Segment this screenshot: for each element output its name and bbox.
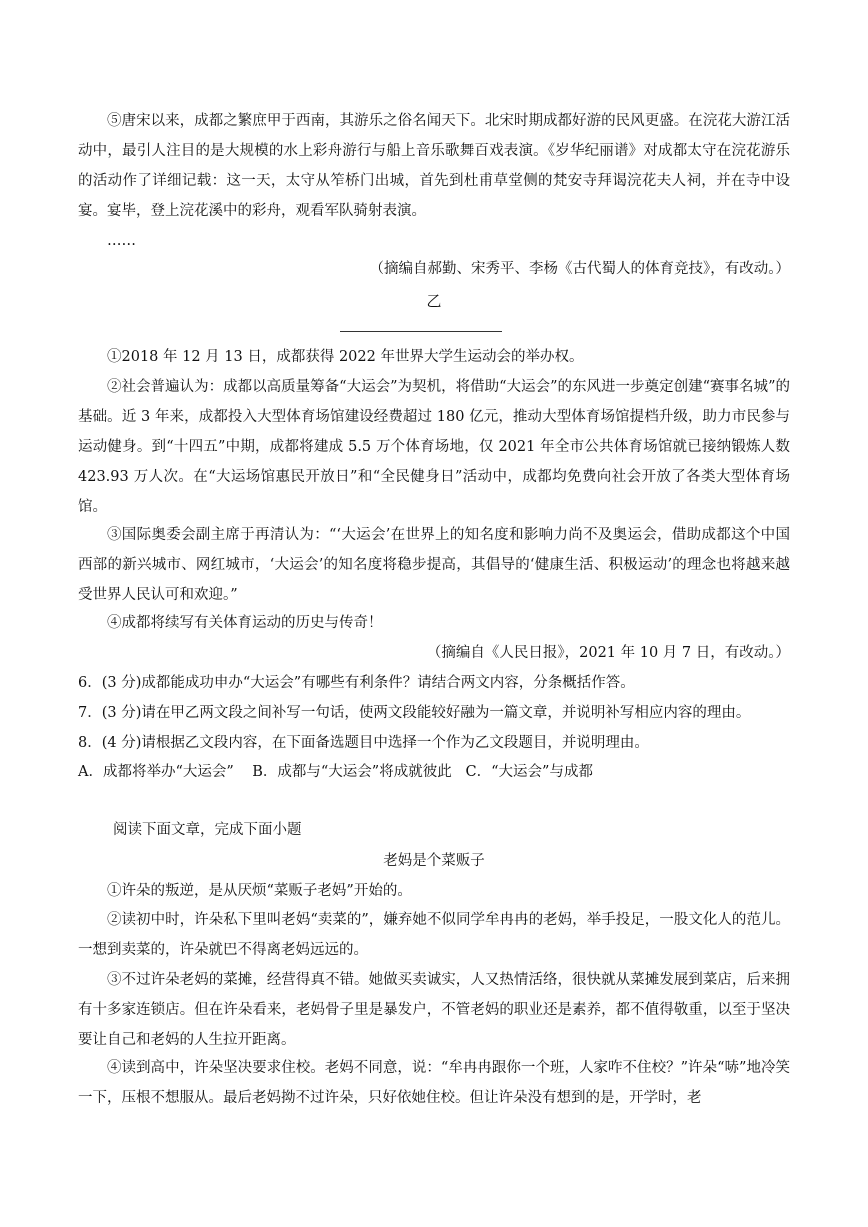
passage-jia-source: （摘编自郝勤、宋秀平、李杨《古代蜀人的体育竞技》，有改动。） — [369, 261, 790, 277]
reading-instruction: 阅读下面文章，完成下面小题 — [113, 822, 302, 838]
passage-yi-paragraph-3: ③国际奥委会副主席于再清认为：“‘大运会’在世界上的知名度和影响力尚不及奥运会，借助成都这个中国西部的新兴城市、网红城市，‘大运会’的知名度将稳步提高，其倡导的‘健康生活、积极运动’的理念也将越来越受世界人民认可和欢迎。” — [78, 527, 790, 603]
question-8-options: A．成都将举办“大运会” B．成都与“大运会”将成就彼此 C．“大运会”与成都 — [78, 764, 593, 780]
article-paragraph-4: ④读到高中，许朵坚决要求住校。老妈不同意，说：“牟冉冉跟你一个班，人家咋不住校？”许朵“哧”地冷笑一下，压根不想服从。最后老妈拗不过许朵，只好依她住校。但让许朵没有想到的是，开学时，老 — [78, 1060, 790, 1106]
question-7: 7．(3 分)请在甲乙两文段之间补写一句话，使两文段能较好融为一篇文章，并说明补写相应内容的理由。 — [78, 705, 751, 721]
article-title: 老妈是个菜贩子 — [383, 853, 485, 869]
article-paragraph-3: ③不过许朵老妈的菜摊，经营得真不错。她做买卖诚实，人又热情活络，很快就从菜摊发展到菜店，后来拥有十多家连锁店。但在许朵看来，老妈骨子里是暴发户，不管老妈的职业还是素养，都不值得敬重，以至于坚决要让自己和老妈的人生拉开距离。 — [78, 972, 790, 1048]
passage-yi-label: 乙 — [426, 292, 442, 310]
passage-jia-paragraph-5: ⑤唐宋以来，成都之繁庶甲于西南，其游乐之俗名闻天下。北宋时期成都好游的民风更盛。在浣花大游江活动中，最引人注目的是大规模的水上彩舟游行与船上音乐歌舞百戏表演。《岁华纪丽谱》对成都太守在浣花游乐的活动作了详细记载：这一天，太守从笮桥门出城，首先到杜甫草堂侧的梵安寺拜谒浣花夫人祠，并在寺中设宴。宴毕，登上浣花溪中的彩舟，观看军队骑射表演。 — [78, 113, 790, 219]
article-paragraph-1: ①许朵的叛逆，是从厌烦“菜贩子老妈”开始的。 — [107, 883, 412, 899]
passage-yi-source: （摘编自《人民日报》，2021 年 10 月 7 日，有改动。） — [426, 645, 790, 661]
question-8: 8．(4 分)请根据乙文段内容，在下面备选题目中选择一个作为乙文段题目，并说明理由。 — [78, 735, 649, 751]
passage-yi-paragraph-2: ②社会普遍认为：成都以高质量筹备“大运会”为契机，将借助“大运会”的东风进一步奠定创建“赛事名城”的基础。近 3 年来，成都投入大型体育场馆建设经费超过 180 亿元，推动大型体育场馆提档升级，助力市民参与运动健身。到“十四五”中期，成都将建成 5.5 万个体育场地，仅 2021 年全市公共体育场馆就已接纳锻炼人数 423.93 万人次。在“大运场馆惠民开放日”和“全民健身日”活动中，成都均免费向社会开放了各类大型体育场馆。 — [78, 379, 790, 515]
question-6: 6．(3 分)成都能成功申办“大运会”有哪些有利条件？请结合两文内容，分条概括作答。 — [78, 675, 635, 691]
passage-jia-ellipsis: …… — [107, 233, 136, 249]
title-blank-line — [340, 331, 502, 332]
passage-yi-paragraph-4: ④成都将续写有关体育运动的历史与传奇！ — [107, 615, 383, 631]
passage-yi-paragraph-1: ①2018 年 12 月 13 日，成都获得 2022 年世界大学生运动会的举办权。 — [107, 349, 584, 365]
article-paragraph-2: ②读初中时，许朵私下里叫老妈“卖菜的”，嫌弃她不似同学牟冉冉的老妈，举手投足，一股文化人的范儿。一想到卖菜的，许朵就巴不得离老妈远远的。 — [78, 912, 790, 958]
